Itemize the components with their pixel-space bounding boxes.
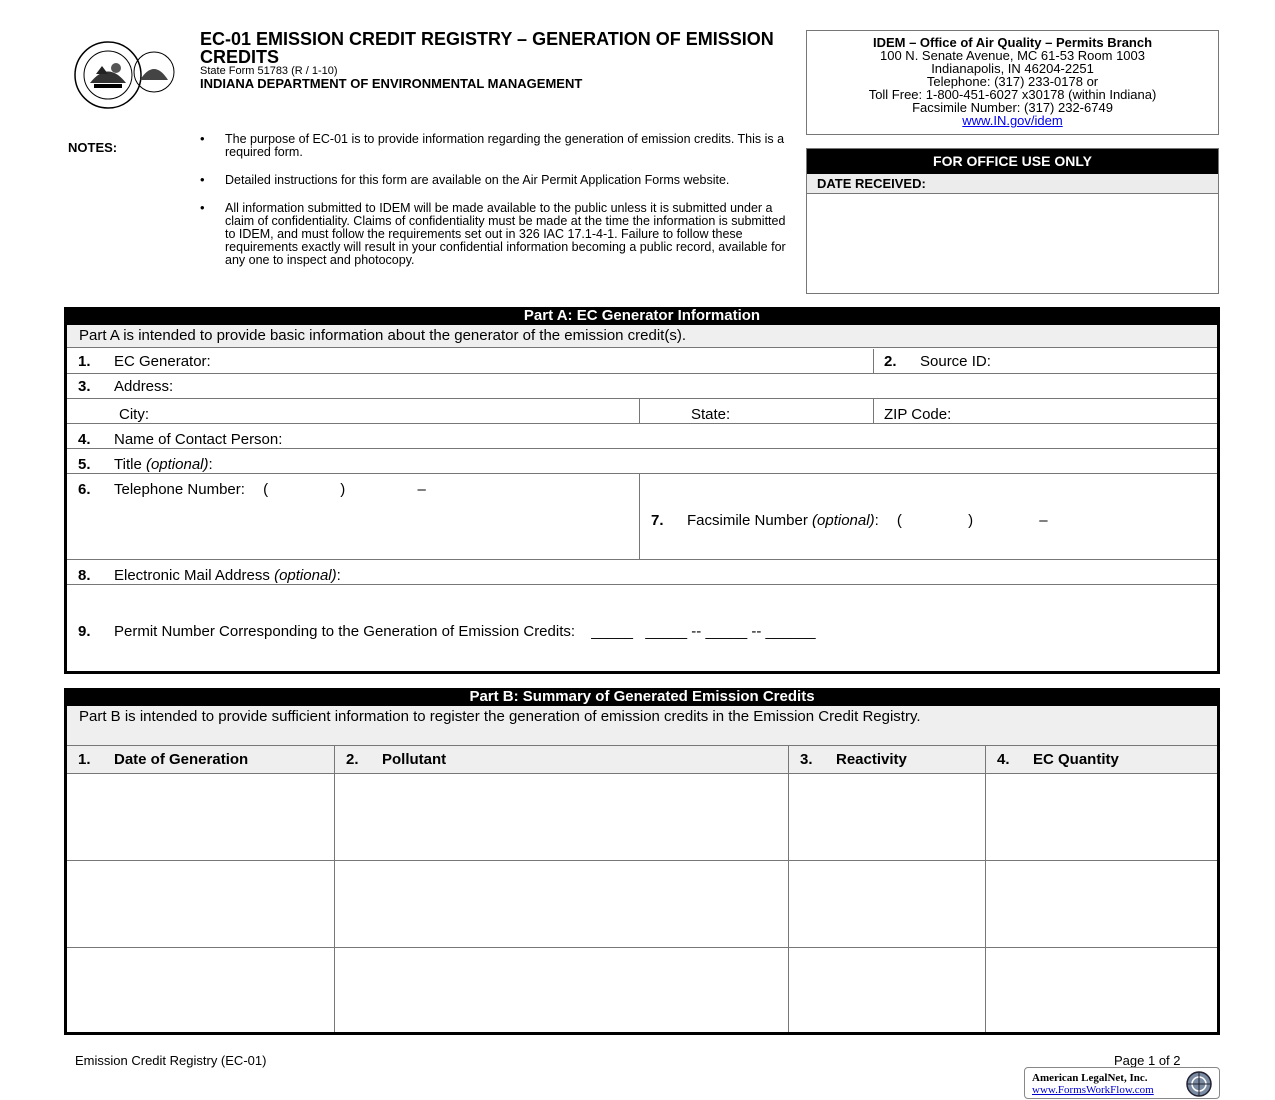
vendor-url[interactable]: www.FormsWorkFlow.com bbox=[1032, 1084, 1154, 1096]
part-b-title: Part B: Summary of Generated Emission Credits bbox=[67, 688, 1217, 706]
state-seal-logo bbox=[68, 38, 176, 110]
table-row[interactable] bbox=[67, 774, 1217, 861]
city-field[interactable]: City: bbox=[119, 406, 149, 423]
row-title bbox=[67, 449, 1217, 474]
contact-telephone: Telephone: (317) 233-0178 or bbox=[926, 74, 1099, 89]
contact-toll-free: Toll Free: 1-800-451-6027 x30178 (within Indiana) bbox=[868, 87, 1157, 102]
footer-form-name: Emission Credit Registry (EC-01) bbox=[75, 1053, 267, 1068]
part-a-intro: Part A is intended to provide basic information about the generator of the emission credit(s). bbox=[67, 325, 1217, 348]
office-use-box bbox=[806, 148, 1219, 294]
row-address bbox=[67, 374, 1217, 399]
zip-code-field[interactable]: ZIP Code: bbox=[884, 406, 952, 423]
table-row[interactable] bbox=[67, 861, 1217, 948]
department-name: INDIANA DEPARTMENT OF ENVIRONMENTAL MANAGEMENT bbox=[200, 76, 583, 91]
part-a-section bbox=[64, 307, 1220, 674]
row-email bbox=[67, 560, 1217, 585]
column-header-reactivity: 3. Reactivity bbox=[800, 751, 907, 768]
row-generator-source bbox=[67, 349, 1217, 374]
source-id-cell bbox=[873, 349, 1217, 373]
part-b-table-header bbox=[67, 746, 1217, 774]
row-contact-person bbox=[67, 424, 1217, 449]
ec-generator-field[interactable]: 1. EC Generator: bbox=[78, 353, 211, 370]
note-item: • Detailed instructions for this form are available on the Air Permit Application Forms website. bbox=[200, 174, 795, 187]
vendor-badge[interactable] bbox=[1024, 1067, 1220, 1099]
telephone-field[interactable]: 6. Telephone Number: ( ) – bbox=[78, 481, 426, 498]
globe-icon bbox=[1182, 1070, 1216, 1098]
part-b-intro: Part B is intended to provide sufficient information to register the generation of emission credits in the Emission Credit Registry. bbox=[67, 706, 1217, 746]
contact-heading: IDEM – Office of Air Quality – Permits Branch bbox=[872, 35, 1153, 50]
column-header-date: 1. Date of Generation bbox=[78, 751, 249, 768]
source-id-field[interactable]: 2. Source ID: bbox=[884, 353, 991, 370]
state-field[interactable]: State: bbox=[691, 406, 731, 423]
page-number: Page 1 of 2 bbox=[1114, 1053, 1181, 1068]
contact-address-line: 100 N. Senate Avenue, MC 61-53 Room 1003 bbox=[880, 48, 1145, 63]
facsimile-field[interactable]: 7. Facsimile Number (optional): ( ) – bbox=[651, 512, 1048, 529]
row-phone-fax bbox=[67, 474, 1217, 560]
title-field[interactable]: 5. Title (optional): bbox=[78, 456, 213, 473]
contact-fax: Facsimile Number: (317) 232-6749 bbox=[912, 100, 1113, 115]
notes-list bbox=[200, 133, 795, 282]
row-city-state-zip bbox=[67, 399, 1217, 424]
column-header-ec-quantity: 4. EC Quantity bbox=[997, 751, 1119, 768]
office-use-title: FOR OFFICE USE ONLY bbox=[807, 149, 1218, 174]
column-divider bbox=[334, 746, 335, 1032]
zip-cell bbox=[873, 399, 1217, 423]
vendor-name: American LegalNet, Inc. bbox=[1032, 1072, 1148, 1084]
part-b-section bbox=[64, 688, 1220, 1035]
permit-number-field[interactable]: 9. Permit Number Corresponding to the Generation of Emission Credits: _____ _____ -- _____ -- ______ bbox=[78, 623, 816, 640]
table-row[interactable] bbox=[67, 948, 1217, 1035]
permit-number-blanks: _____ _____ -- _____ -- ______ bbox=[591, 623, 816, 640]
contact-box bbox=[806, 30, 1219, 135]
address-field[interactable]: 3. Address: bbox=[78, 378, 174, 395]
note-item: • The purpose of EC-01 is to provide information regarding the generation of emission credits. This is a required form. bbox=[200, 133, 795, 159]
fax-cell bbox=[639, 474, 1217, 559]
state-cell bbox=[639, 399, 873, 423]
email-field[interactable]: 8. Electronic Mail Address (optional): bbox=[78, 567, 341, 584]
form-title: EC-01 EMISSION CREDIT REGISTRY – GENERATION OF EMISSION CREDITS bbox=[200, 29, 774, 67]
contact-city-line: Indianapolis, IN 46204-2251 bbox=[931, 61, 1094, 76]
column-divider bbox=[985, 746, 986, 1032]
contact-person-field[interactable]: 4. Name of Contact Person: bbox=[78, 431, 283, 448]
form-id: State Form 51783 (R / 1-10) bbox=[200, 65, 338, 77]
column-divider bbox=[788, 746, 789, 1032]
idem-website-link[interactable]: www.IN.gov/idem bbox=[962, 113, 1063, 128]
note-item: • All information submitted to IDEM will be made available to the public unless it is submitted under a claim of confidentiality. Claims of confidentiality must be made at the time the information is submitted to IDEM, and must follow the requirements set out in 326 IAC 17.1-4-1. Failure to follow these requirements exactly will result in your confidential information becoming a public record, available for any one to inspect and photocopy. bbox=[200, 202, 795, 267]
column-header-pollutant: 2. Pollutant bbox=[346, 751, 447, 768]
part-a-title: Part A: EC Generator Information bbox=[67, 307, 1217, 325]
date-received-label: DATE RECEIVED: bbox=[807, 174, 1218, 194]
notes-label: NOTES: bbox=[68, 140, 118, 155]
